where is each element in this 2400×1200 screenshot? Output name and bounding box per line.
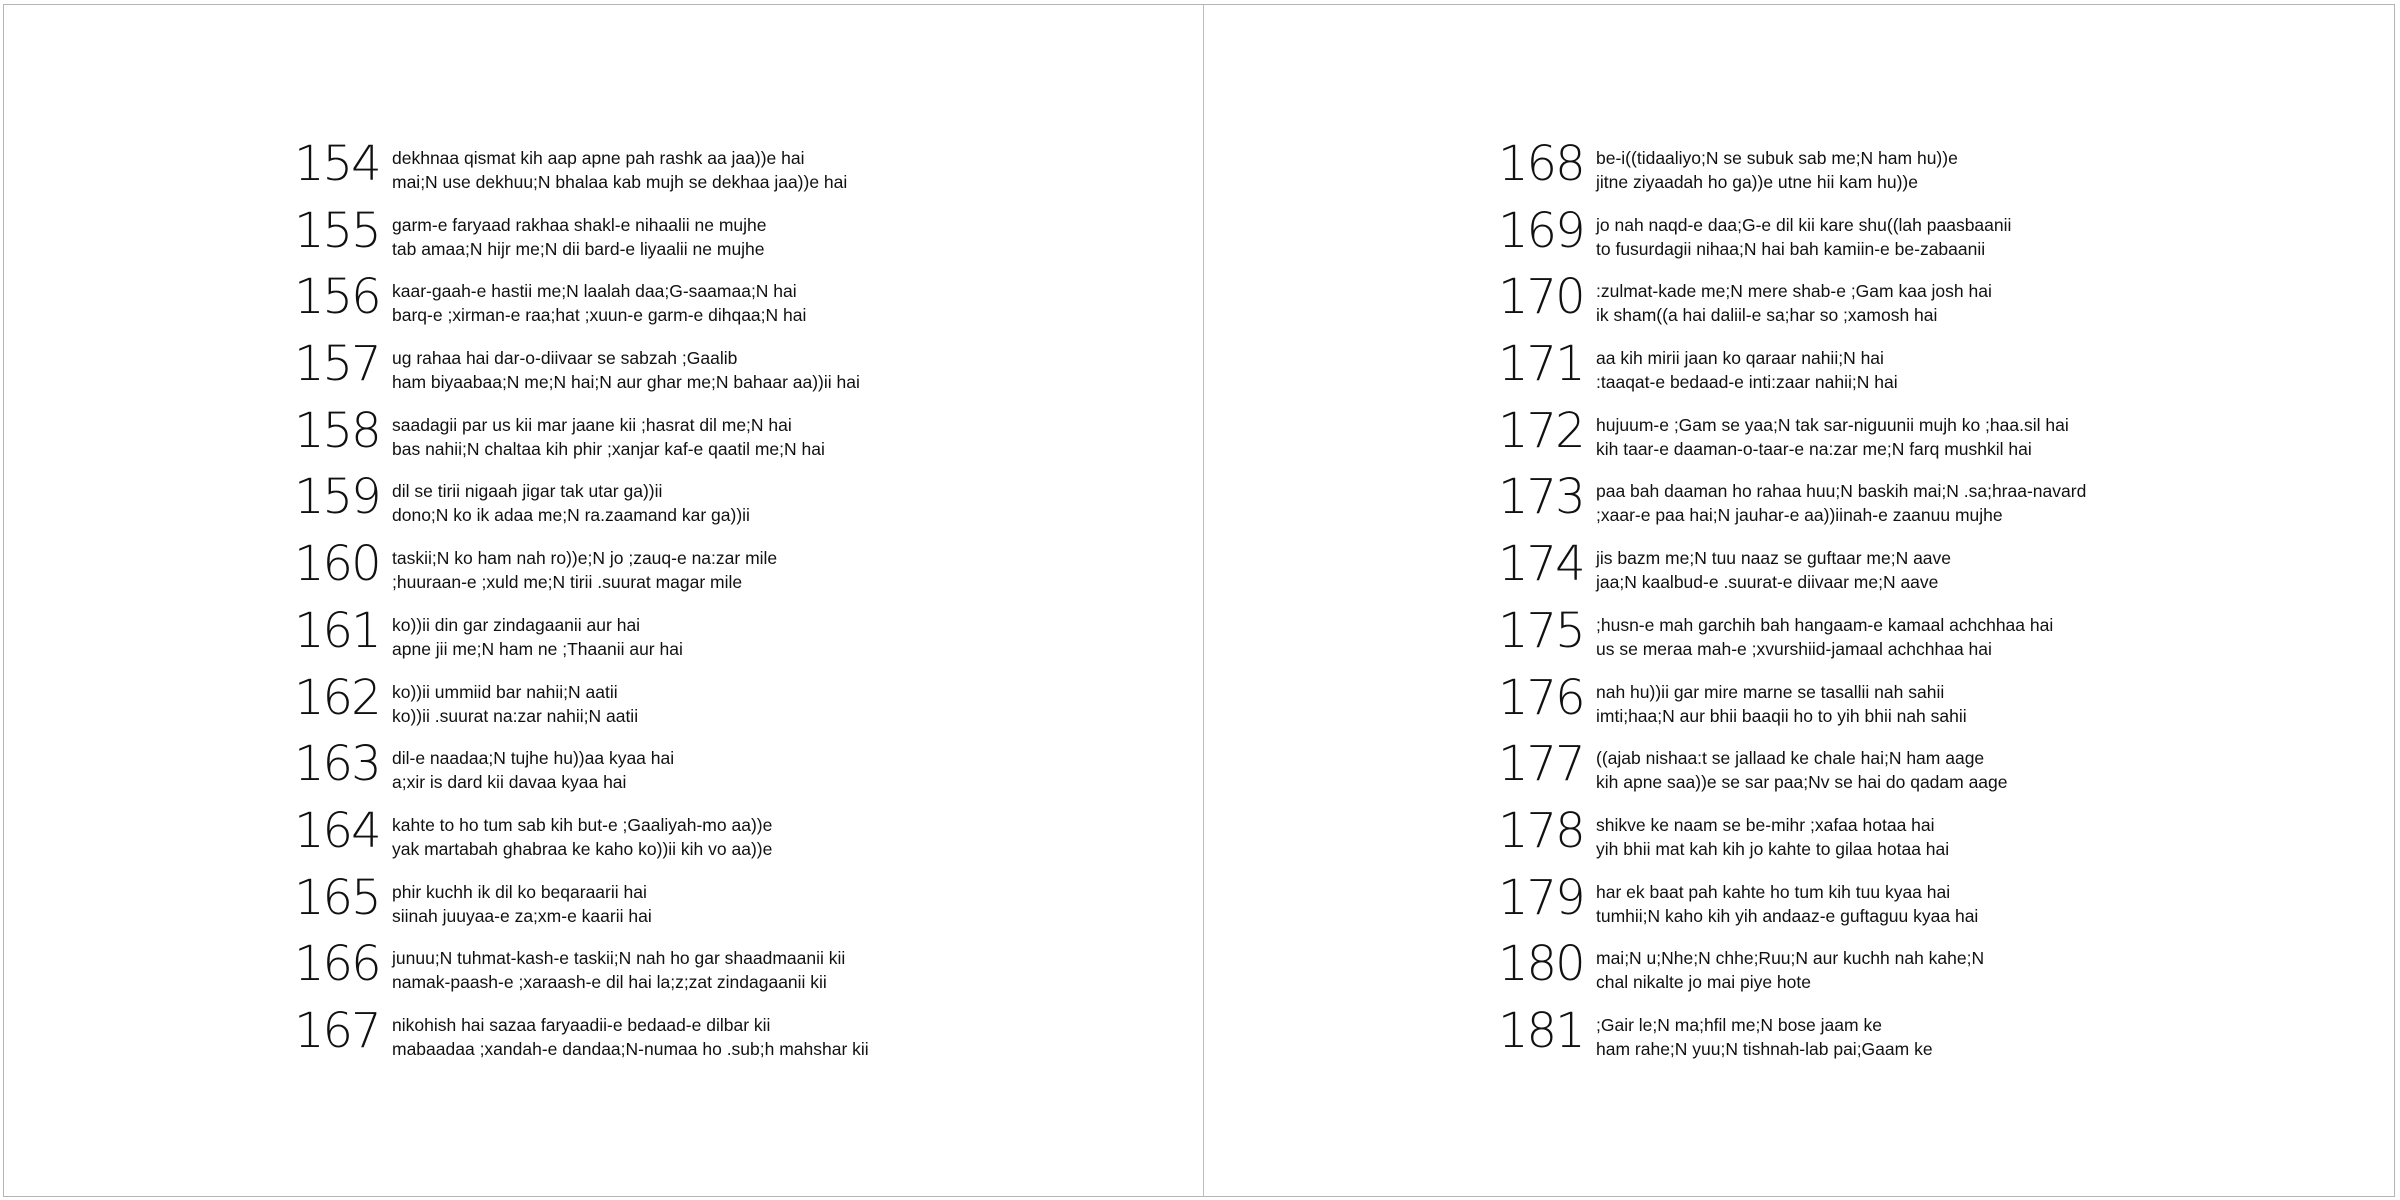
verse-entry	[1498, 271, 2086, 338]
verse-line: dono;N ko ik adaa me;N ra.zaamand kar ga))ii	[392, 505, 750, 526]
book-spread	[3, 4, 2395, 1197]
right-page	[1204, 5, 2399, 1196]
verse-line: jaa;N kaalbud-e .suurat-e diivaar me;N aave	[1596, 572, 1939, 593]
verse-line: saadagii par us kii mar jaane kii ;hasrat dil me;N hai	[392, 414, 792, 435]
verse-line: tumhii;N kaho kih yih andaaz-e guftaguu kyaa hai	[1596, 905, 1979, 926]
verse-line: ham rahe;N yuu;N tishnah-lab pai;Gaam ke	[1596, 1038, 1933, 1059]
verse-number: 154	[294, 136, 380, 192]
verse-line: ;Gair le;N ma;hfil me;N bose jaam ke	[1596, 1014, 1882, 1035]
verse-line: mai;N u;Nhe;N chhe;Ruu;N aur kuchh nah kahe;N	[1596, 948, 1985, 969]
verse-entry	[1498, 1002, 2086, 1072]
verse-number: 174	[1498, 536, 1584, 593]
verse-line: barq-e ;xirman-e raa;hat ;xuun-e garm-e dihqaa;N hai	[392, 305, 807, 326]
verse-entry	[294, 869, 869, 939]
verse-line: be-i((tidaaliyo;N se subuk sab me;N ham hu))e	[1596, 148, 1958, 168]
verse-entry	[1498, 869, 2086, 939]
verse-line: aa kih mirii jaan ko qaraar nahii;N hai	[1596, 348, 1884, 369]
verse-line: hujuum-e ;Gam se yaa;N tak sar-niguunii mujh ko ;haa.sil hai	[1596, 414, 2069, 435]
verse-number: 163	[294, 736, 380, 793]
verse-line: ik sham((a hai daliil-e sa;har so ;xamosh hai	[1596, 305, 1938, 326]
verse-number: 155	[294, 202, 380, 259]
verse-line: a;xir is dard kii davaa kyaa hai	[392, 772, 627, 793]
verse-number: 165	[294, 869, 380, 926]
verse-entry	[1498, 338, 2086, 405]
verse-line: har ek baat pah kahte ho tum kih tuu kyaa hai	[1596, 881, 1951, 902]
verse-line: nikohish hai sazaa faryaadii-e bedaad-e dilbar kii	[392, 1014, 771, 1035]
verse-line: kih apne saa))e se sar paa;Nv se hai do qadam aage	[1596, 772, 2008, 793]
verse-line: shikve ke naam se be-mihr ;xafaa hotaa hai	[1596, 814, 1935, 835]
verse-line: garm-e faryaad rakhaa shakl-e nihaalii ne mujhe	[392, 214, 767, 235]
verse-number: 169	[1498, 202, 1584, 259]
verse-line: jitne ziyaadah ho ga))e utne hii kam hu))e	[1596, 172, 1918, 192]
verse-line: us se meraa mah-e ;xvurshiid-jamaal achchhaa hai	[1596, 638, 1992, 659]
verse-number: 179	[1498, 869, 1584, 926]
verse-line: ko))ii din gar zindagaanii aur hai	[392, 614, 641, 635]
verse-entry	[294, 338, 869, 405]
verse-number: 156	[294, 269, 380, 326]
verse-entry	[1498, 202, 2086, 272]
verse-line: ;husn-e mah garchih bah hangaam-e kamaal achchhaa hai	[1596, 614, 2054, 635]
verse-entry	[1498, 738, 2086, 805]
verse-line: junuu;N tuhmat-kash-e taskii;N nah ho gar shaadmaanii kii	[392, 948, 846, 969]
verse-line: bas nahii;N chaltaa kih phir ;xanjar kaf-e qaatil me;N hai	[392, 438, 825, 459]
verse-entry	[294, 802, 869, 872]
verse-number: 159	[294, 469, 380, 526]
verse-entry	[1498, 402, 2086, 472]
verse-entry	[294, 471, 869, 538]
verse-line: ;huuraan-e ;xuld me;N tirii .suurat magar mile	[392, 572, 743, 593]
verse-line: :taaqat-e bedaad-e inti:zaar nahii;N hai	[1596, 372, 1898, 393]
verse-line: dekhnaa qismat kih aap apne pah rashk aa jaa))e hai	[392, 148, 805, 168]
verse-line: ug rahaa hai dar-o-diivaar se sabzah ;Gaalib	[392, 348, 738, 369]
verse-line: paa bah daaman ho rahaa huu;N baskih mai;N .sa;hraa-navard	[1596, 481, 2087, 502]
verse-line: ;xaar-e paa hai;N jauhar-e aa))iinah-e zaanuu mujhe	[1596, 505, 2003, 526]
verse-number: 167	[294, 1002, 380, 1059]
verse-line: ko))ii .suurat na:zar nahii;N aatii	[392, 705, 639, 726]
verse-line: ((ajab nishaa:t se jallaad ke chale hai;N ham aage	[1596, 748, 1985, 769]
verse-number: 175	[1498, 602, 1584, 659]
verse-number: 170	[1498, 269, 1584, 326]
verse-entry	[294, 271, 869, 338]
verse-line: ham biyaabaa;N me;N hai;N aur ghar me;N bahaar aa))ii hai	[392, 372, 860, 393]
verse-line: to fusurdagii nihaa;N hai bah kamiin-e be-zabaanii	[1596, 238, 1986, 259]
verse-number: 178	[1498, 802, 1584, 859]
verse-line: mabaadaa ;xandah-e dandaa;N-numaa ho .sub;h mahshar kii	[392, 1038, 869, 1059]
verse-line: taskii;N ko ham nah ro))e;N jo ;zauq-e na:zar mile	[392, 548, 778, 569]
verse-number: 161	[294, 602, 380, 659]
verse-entry	[1498, 669, 2086, 739]
verse-line: ko))ii ummiid bar nahii;N aatii	[392, 681, 618, 702]
verse-line: nah hu))ii gar mire marne se tasallii nah sahii	[1596, 681, 1945, 702]
verse-line: dil se tirii nigaah jigar tak utar ga))ii	[392, 481, 663, 502]
verse-number: 158	[294, 402, 380, 459]
verse-number: 181	[1498, 1002, 1584, 1059]
verse-entry	[1498, 538, 2086, 605]
verse-line: namak-paash-e ;xaraash-e dil hai la;z;zat zindagaanii kii	[392, 972, 827, 993]
verse-number: 177	[1498, 736, 1584, 793]
verse-number: 168	[1498, 136, 1584, 192]
verse-line: kahte to ho tum sab kih but-e ;Gaaliyah-mo aa))e	[392, 814, 773, 835]
verse-line: jis bazm me;N tuu naaz se guftaar me;N aave	[1596, 548, 1952, 569]
verse-line: kaar-gaah-e hastii me;N laalah daa;G-saamaa;N hai	[392, 281, 797, 302]
verse-entry	[1498, 471, 2086, 538]
verse-entry	[1498, 602, 2086, 672]
verse-entry	[294, 138, 869, 205]
verse-line: yih bhii mat kah kih jo kahte to gilaa hotaa hai	[1596, 838, 1950, 859]
verse-line: kih taar-e daaman-o-taar-e na:zar me;N farq mushkil hai	[1596, 438, 2032, 459]
verse-line: imti;haa;N aur bhii baaqii ho to yih bhii nah sahii	[1596, 705, 1967, 726]
verse-entry	[1498, 938, 2086, 1005]
verse-line: siinah juuyaa-e za;xm-e kaarii hai	[392, 905, 652, 926]
left-page	[4, 5, 1199, 1196]
verse-number: 172	[1498, 402, 1584, 459]
verse-line: chal nikalte jo mai piye hote	[1596, 972, 1811, 993]
verse-entry	[294, 202, 869, 272]
verse-number: 176	[1498, 669, 1584, 726]
verse-line: apne jii me;N ham ne ;Thaanii aur hai	[392, 638, 683, 659]
verse-entry	[294, 602, 869, 672]
verse-line: yak martabah ghabraa ke kaho ko))ii kih vo aa))e	[392, 838, 773, 859]
verse-entry	[294, 402, 869, 472]
verse-number: 171	[1498, 336, 1584, 393]
verse-list-right	[1498, 138, 2086, 1072]
verse-entry	[1498, 802, 2086, 872]
verse-number: 180	[1498, 936, 1584, 993]
verse-line: jo nah naqd-e daa;G-e dil kii kare shu((lah paasbaanii	[1596, 214, 2012, 235]
verse-number: 164	[294, 802, 380, 859]
verse-line: phir kuchh ik dil ko beqaraarii hai	[392, 881, 647, 902]
verse-line: mai;N use dekhuu;N bhalaa kab mujh se dekhaa jaa))e hai	[392, 172, 848, 192]
verse-entry	[294, 938, 869, 1005]
verse-entry	[1498, 138, 2086, 205]
verse-number: 162	[294, 669, 380, 726]
verse-entry	[294, 1002, 869, 1072]
verse-entry	[294, 669, 869, 739]
verse-list-left	[294, 138, 869, 1072]
verse-number: 166	[294, 936, 380, 993]
verse-number: 160	[294, 536, 380, 593]
verse-line: tab amaa;N hijr me;N dii bard-e liyaalii ne mujhe	[392, 238, 765, 259]
verse-number: 173	[1498, 469, 1584, 526]
verse-number: 157	[294, 336, 380, 393]
verse-entry	[294, 538, 869, 605]
verse-line: :zulmat-kade me;N mere shab-e ;Gam kaa josh hai	[1596, 281, 1992, 302]
verse-entry	[294, 738, 869, 805]
verse-line: dil-e naadaa;N tujhe hu))aa kyaa hai	[392, 748, 675, 769]
